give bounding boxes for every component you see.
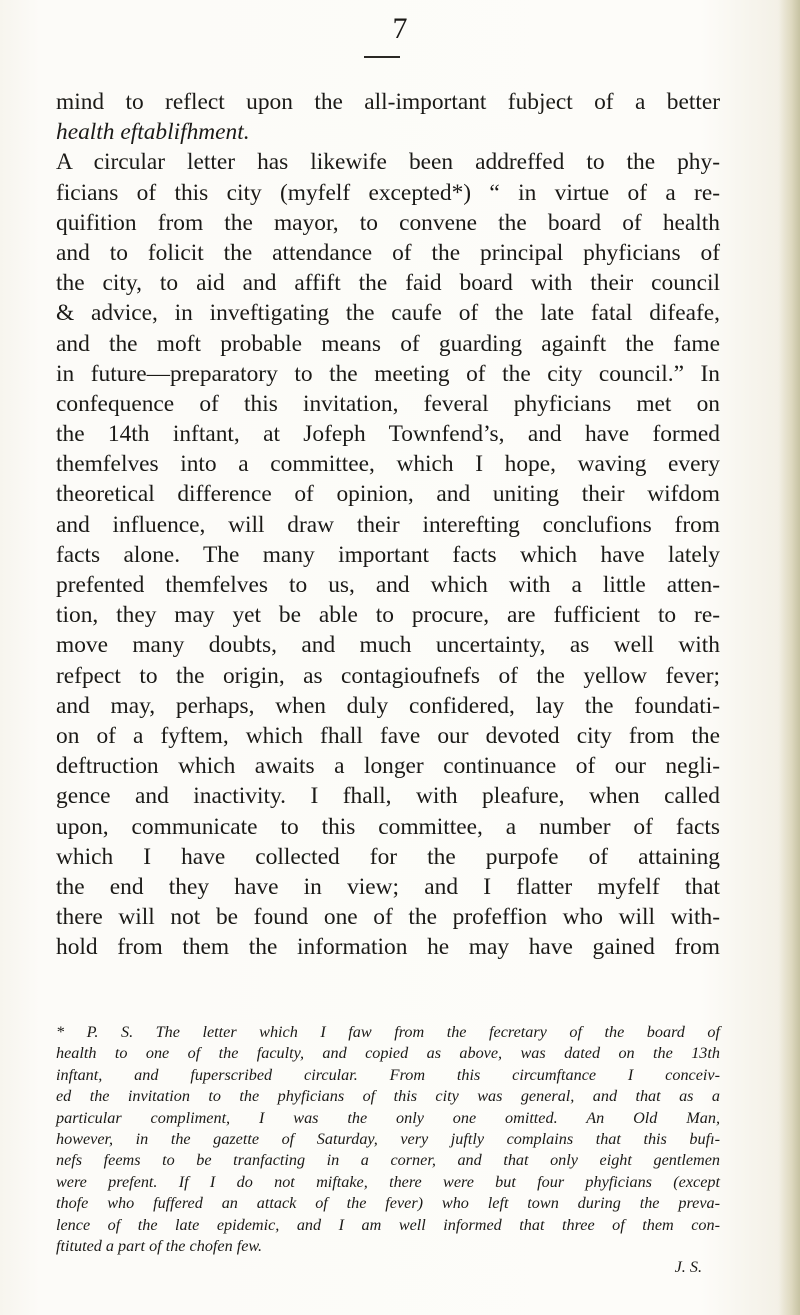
text-line: ficians of this city (myfelf excepted*) “ in virtue of a re- — [56, 179, 720, 206]
text-line: and to folicit the attendance of the principal phyficians of — [56, 239, 720, 266]
text-line: A circular letter has likewife been addreffed to the phy- — [56, 149, 720, 176]
footnote-line: ftituted a part of the chofen few. — [56, 1236, 263, 1255]
page-number-rule — [364, 56, 400, 58]
footnote-line: particular compliment, I was the only one omitted. An Old Man, — [56, 1108, 720, 1127]
text-line: confequence of this invitation, feveral phyficians met on — [56, 390, 720, 417]
text-line: and influence, will draw their interefting conclufions from — [56, 511, 720, 538]
text-line: themfelves into a committee, which I hope, waving every — [56, 451, 720, 478]
footnote-line: lence of the late epidemic, and I am well informed that three of them con- — [56, 1215, 720, 1234]
text-line: prefented themfelves to us, and which with a little atten- — [56, 572, 720, 598]
text-line: and the moft probable means of guarding againft the fame — [56, 330, 720, 357]
footnote — [56, 1022, 720, 1279]
text-line: & advice, in inveftigating the caufe of the late fatal difeafe, — [56, 300, 720, 327]
text-line: deftruction which awaits a longer continuance of our negli- — [56, 753, 720, 780]
text-line: in future—preparatory to the meeting of the city council.” In — [56, 360, 720, 387]
footnote-line: were prefent. If I do not miftake, there were but four phyficians (except — [56, 1172, 720, 1191]
text-line: the city, to aid and affift the faid board with their council — [56, 270, 720, 297]
text-line: the end they have in view; and I flatter myfelf that — [56, 873, 720, 900]
text-line: tion, they may yet be able to procure, are fufficient to re- — [56, 602, 720, 629]
footnote-line: thofe who fuffered an attack of the fever) who left town during the preva- — [56, 1194, 720, 1213]
text-line: hold from them the information he may have gained from — [56, 934, 720, 961]
text-line: theoretical difference of opinion, and uniting their wifdom — [56, 481, 720, 508]
text-line: facts alone. The many important facts which have lately — [56, 541, 720, 568]
footnote-line: health to one of the faculty, and copied as above, was dated on the 13th — [56, 1044, 720, 1063]
page-edge-stain — [778, 0, 800, 1315]
text-line: gence and inactivity. I fhall, with pleafure, when called — [56, 783, 720, 810]
page-number: 7 — [392, 12, 408, 45]
footnote-line: nefs feems to be tranfacting in a corner, and that only eight gentlemen — [56, 1151, 720, 1170]
text-line: health eftablifhment. — [56, 119, 250, 146]
text-line: upon, communicate to this committee, a number of facts — [56, 813, 720, 840]
footnote-line: * P. S. The letter which I faw from the fecretary of the board of — [56, 1023, 720, 1041]
text-line: there will not be found one of the profeffion who will with- — [56, 904, 720, 931]
text-line: which I have collected for the purpofe of attaining — [56, 843, 720, 870]
text-line: and may, perhaps, when duly confidered, lay the foundati- — [56, 692, 720, 719]
footnote-line: inftant, and fuperscribed circular. From this circumftance I conceiv- — [56, 1065, 720, 1084]
text-line: refpect to the origin, as contagioufnefs of the yellow fever; — [56, 662, 720, 689]
main-text — [56, 87, 720, 962]
footnote-signature: J. S. — [674, 1258, 702, 1277]
footnote-line: however, in the gazette of Saturday, very juftly complains that this bufı- — [56, 1129, 720, 1148]
text-line: on of a fyftem, which fhall fave our devoted city from the — [56, 722, 720, 749]
footnote-line: ed the invitation to the phyficians of this city was general, and that as a — [56, 1087, 720, 1106]
text-line: quifition from the mayor, to convene the board of health — [56, 209, 720, 236]
text-line: move many doubts, and much uncertainty, as well with — [56, 632, 720, 659]
text-line: the 14th inftant, at Jofeph Townfend’s, and have formed — [56, 421, 720, 448]
text-line: mind to reflect upon the all-important fubject of a better — [56, 89, 720, 115]
